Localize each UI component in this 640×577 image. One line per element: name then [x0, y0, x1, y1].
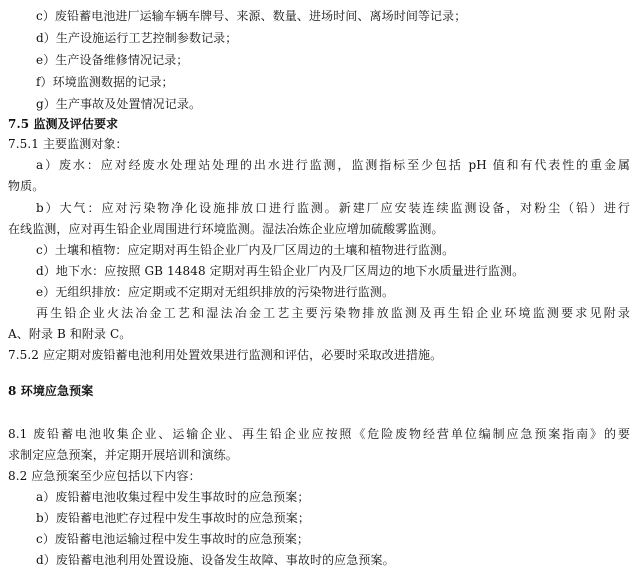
- record-item-f: f）环境监测数据的记录；: [36, 75, 174, 89]
- plan-item-a: a）废铅蓄电池收集过程中发生事故时的应急预案；: [36, 490, 310, 504]
- monitor-item-c: c）土壤和植物：应定期对再生铅企业厂内及厂区周边的土壤和植物进行监测。: [36, 243, 455, 257]
- monitor-item-b-line2: 在线监测，应对再生铅企业周围进行环境监测。湿法冶炼企业应增加硫酸雾监测。: [8, 222, 444, 236]
- plan-item-c: c）废铅蓄电池运输过程中发生事故时的应急预案；: [36, 532, 310, 546]
- appendix-note-line1: 再生铅企业火法冶金工艺和湿法冶金工艺主要污染物排放监测及再生铅企业环境监测要求见附录: [36, 306, 630, 320]
- record-item-c: c）废铅蓄电池进厂运输车辆车牌号、来源、数量、进场时间、离场时间等记录；: [36, 9, 467, 23]
- appendix-note-line2: A、附录 B 和附录 C。: [8, 327, 132, 341]
- section-heading-8: 8 环境应急预案: [8, 384, 94, 398]
- record-item-d: d）生产设施运行工艺控制参数记录；: [36, 31, 238, 45]
- clause-8-2: 8.2 应急预案至少应包括以下内容：: [8, 469, 201, 483]
- record-item-g: g）生产事故及处置情况记录。: [36, 97, 202, 111]
- clause-8-1-line1: 8.1 废铅蓄电池收集企业、运输企业、再生铅企业应按照《危险废物经营单位编制应急预案指南》的要: [8, 427, 630, 441]
- plan-item-d: d）废铅蓄电池利用处置设施、设备发生故障、事故时的应急预案。: [36, 553, 395, 567]
- clause-7-5-1: 7.5.1 主要监测对象：: [8, 137, 128, 151]
- monitor-item-d: d）地下水：应按照 GB 14848 定期对再生铅企业厂内及厂区周边的地下水质量进行监测。: [36, 264, 525, 278]
- plan-item-b: b）废铅蓄电池贮存过程中发生事故时的应急预案；: [36, 511, 310, 525]
- monitor-item-b-line1: b）大气：应对污染物净化设施排放口进行监测。新建厂应安装连续监测设备，对粉尘（铅）进行: [36, 201, 630, 215]
- monitor-item-a-line1: a）废水：应对经废水处理站处理的出水进行监测，监测指标至少包括 pH 值和有代表性的重金属: [36, 158, 630, 172]
- record-item-e: e）生产设备维修情况记录；: [36, 53, 189, 67]
- section-heading-7-5: 7.5 监测及评估要求: [8, 117, 119, 131]
- clause-8-1-line2: 求制定应急预案，并定期开展培训和演练。: [8, 448, 238, 462]
- monitor-item-e: e）无组织排放：应定期或不定期对无组织排放的污染物进行监测。: [36, 285, 395, 299]
- clause-7-5-2: 7.5.2 应定期对废铅蓄电池利用处置效果进行监测和评估，必要时采取改进措施。: [8, 348, 443, 362]
- monitor-item-a-line2: 物质。: [8, 179, 45, 193]
